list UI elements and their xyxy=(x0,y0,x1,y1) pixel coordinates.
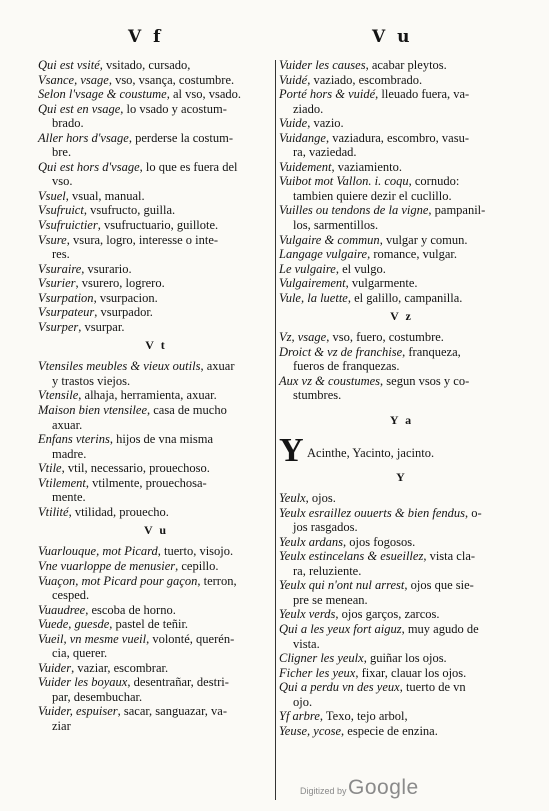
dictionary-entry xyxy=(279,247,524,262)
entry-headword: Vuibot mot Vallon. i. coqu xyxy=(279,174,409,189)
entry-translation: , vsurero, logrero. xyxy=(75,276,165,291)
entry-translation: , franqueza, xyxy=(402,344,461,359)
dictionary-entry xyxy=(38,320,274,335)
entry-continuation: res. xyxy=(52,247,70,262)
entry-continuation: ra, reluziente. xyxy=(293,563,362,578)
dictionary-entry xyxy=(279,233,524,248)
entry-headword: Ficher les yeux xyxy=(279,665,356,680)
dictionary-entry xyxy=(38,189,274,204)
entry-translation: , vulgarmente. xyxy=(345,276,418,291)
entry-translation: , al vso, vsado. xyxy=(166,87,241,102)
entry-headword: Maison bien vtensilee xyxy=(38,403,147,418)
entry-translation: , Yacinto, jacinto. xyxy=(346,446,435,461)
entry-translation: , pastel de teñir. xyxy=(109,617,189,632)
entry-translation: , especie de enzina. xyxy=(341,723,438,738)
entry-translation: , vsura, logro, interesse o inte- xyxy=(66,232,219,247)
entry-translation: , volonté, querén- xyxy=(146,631,235,646)
entry-translation: , vsurpar. xyxy=(78,319,125,334)
dictionary-entry xyxy=(279,174,524,203)
dictionary-entry xyxy=(279,506,524,535)
dictionary-entry xyxy=(279,73,524,88)
entry-continuation: cia, querer. xyxy=(52,646,108,661)
entry-translation: , vtilidad, prouecho. xyxy=(68,504,169,519)
entry-continuation: jos rasgados. xyxy=(293,520,358,535)
entry-continuation: vista. xyxy=(293,636,320,651)
dictionary-entry xyxy=(38,291,274,306)
dictionary-entry xyxy=(38,359,274,388)
entry-headword: Porté hors & vuidé xyxy=(279,87,376,102)
entry-headword: Vuaudree xyxy=(38,602,86,617)
entry-headword: Vuidé xyxy=(279,72,308,87)
entry-headword: Yeulx xyxy=(279,491,306,506)
entry-translation: , vsitado, cursado, xyxy=(99,58,191,72)
entry-headword: Langage vulgaire xyxy=(279,247,368,262)
dictionary-entry xyxy=(38,661,274,676)
entry-continuation: ziar xyxy=(52,718,71,733)
entry-continuation: ra, vaziedad. xyxy=(293,145,357,160)
entry-translation: , escoba de horno. xyxy=(85,602,176,617)
dictionary-entry xyxy=(38,102,274,131)
entry-translation: , alhaja, herramienta, axuar. xyxy=(78,388,217,403)
entry-headword: Aux vz & coustumes xyxy=(279,373,381,388)
entry-headword: Yeulx esraillez ouuerts & bien fendus xyxy=(279,505,465,520)
dictionary-entry xyxy=(38,544,274,559)
entry-translation: , ojos garços, zarcos. xyxy=(335,607,440,622)
entry-translation: , sacar, sanguazar, va- xyxy=(117,704,227,719)
entry-headword: Yeulx ardans xyxy=(279,534,344,549)
dictionary-entry xyxy=(38,160,274,189)
entry-headword: Vtensiles meubles & vieux outils xyxy=(38,359,201,374)
dictionary-entry xyxy=(279,116,524,131)
dictionary-entry xyxy=(38,276,274,291)
dictionary-entry xyxy=(279,724,524,739)
entry-headword: Vne vuarloppe de menusier xyxy=(38,558,176,573)
dictionary-entry xyxy=(279,680,524,709)
entry-translation: , el vulgo. xyxy=(335,261,386,276)
entry-headword: Qui est en vsage xyxy=(38,101,121,116)
entry-translation: , vsual, manual. xyxy=(65,188,145,203)
entry-translation: , vista cla- xyxy=(423,549,476,564)
entry-translation: , vaziar, escombrar. xyxy=(71,660,169,675)
entry-headword: Vueil, vn mesme vueil xyxy=(38,631,147,646)
dictionary-entry xyxy=(38,675,274,704)
section-heading: V u xyxy=(143,523,169,538)
dictionary-entry xyxy=(38,131,274,160)
entry-headword: Vuider les boyaux xyxy=(38,675,128,690)
entry-headword: Vuede, guesde xyxy=(38,617,110,632)
entry-headword: Vtile xyxy=(38,461,62,476)
entry-headword: Vuide xyxy=(279,116,308,131)
dropcap-letter: Y xyxy=(279,432,304,470)
section-heading: V z xyxy=(390,309,413,324)
entry-headword: Vtensile xyxy=(38,388,79,403)
dictionary-entry xyxy=(38,305,274,320)
entry-headword: Selon l'vsage & coustume xyxy=(38,87,167,102)
entry-headword: Vtilement xyxy=(38,475,86,490)
entry-translation: , Texo, tejo arbol, xyxy=(319,709,408,724)
dictionary-entry xyxy=(38,505,274,520)
entry-headword: Vulgairement xyxy=(279,276,346,291)
dictionary-entry xyxy=(279,330,524,345)
dictionary-entry xyxy=(279,291,524,306)
entry-translation: , lleuado fuera, va- xyxy=(375,87,470,102)
entry-translation: , vaziadura, escombro, vasu- xyxy=(325,130,469,145)
watermark-logo-text: Google xyxy=(348,776,419,799)
dictionary-entry xyxy=(279,160,524,175)
dictionary-entry xyxy=(279,535,524,550)
entry-translation: , guiñar los ojos. xyxy=(363,651,447,666)
dictionary-entry xyxy=(279,491,524,506)
entry-continuation: axuar. xyxy=(52,417,83,432)
dictionary-entry xyxy=(38,704,274,733)
dictionary-entry xyxy=(38,87,274,102)
entry-continuation: ziado. xyxy=(293,101,324,116)
google-watermark xyxy=(300,776,515,806)
entry-headword: Vuidange xyxy=(279,130,326,145)
entry-translation: , el galillo, campanilla. xyxy=(347,290,463,305)
dictionary-entry xyxy=(38,73,274,88)
entry-translation: , fixar, clauar los ojos. xyxy=(355,665,467,680)
dictionary-entry xyxy=(38,388,274,403)
dictionary-entry xyxy=(38,262,274,277)
entry-continuation: par, desembuchar. xyxy=(52,689,143,704)
entry-headword: Vuidement xyxy=(279,159,332,174)
dictionary-entry xyxy=(279,87,524,116)
entry-translation: , desentrañar, destri- xyxy=(127,675,229,690)
entry-translation: , vso, fuero, costumbre. xyxy=(326,330,444,345)
dictionary-entry xyxy=(38,617,274,632)
dictionary-entry xyxy=(279,709,524,724)
entry-headword: Yeulx estincelans & esueillez xyxy=(279,549,424,564)
entry-translation: , romance, vulgar. xyxy=(367,247,457,262)
dictionary-entry xyxy=(38,218,274,233)
entry-headword: Le vulgaire xyxy=(279,261,336,276)
entry-continuation: stumbres. xyxy=(293,388,342,403)
entry-text xyxy=(307,446,434,461)
dictionary-entry xyxy=(279,651,524,666)
entry-headword: Qui est hors d'vsage xyxy=(38,159,140,174)
entry-headword: Yeulx qui n'ont nul arrest xyxy=(279,578,405,593)
entry-translation: , terron, xyxy=(197,573,237,588)
entry-headword: Vuarlouque, mot Picard xyxy=(38,544,158,559)
right-column xyxy=(279,58,524,738)
entry-translation: , acabar pleytos. xyxy=(365,58,447,72)
dictionary-entry xyxy=(38,58,274,73)
entry-translation: , cornudo: xyxy=(408,174,460,189)
entry-headword: Vsufruictier xyxy=(38,218,98,233)
entry-headword: Vtilité xyxy=(38,504,69,519)
dictionary-entry xyxy=(38,574,274,603)
entry-continuation: mente. xyxy=(52,490,86,505)
entry-translation: , vaziado, escombrado. xyxy=(307,72,423,87)
entry-headword: Cligner les yeulx xyxy=(279,651,364,666)
entry-headword: Vuider xyxy=(38,660,72,675)
dictionary-entry xyxy=(279,622,524,651)
entry-translation: , vsufructo, guilla. xyxy=(83,203,176,218)
dropcap-entry xyxy=(279,432,524,470)
entry-translation: , segun vsos y co- xyxy=(380,373,470,388)
entry-headword: Acinthe xyxy=(307,446,347,461)
entry-translation: , lo vsado y acostum- xyxy=(120,101,227,116)
section-heading: V t xyxy=(145,338,167,353)
dictionary-entry xyxy=(38,461,274,476)
entry-headword: Vuider, espuiser xyxy=(38,704,118,719)
entry-headword: Vsance, vsage xyxy=(38,72,109,87)
dictionary-entry xyxy=(38,432,274,461)
dictionary-entry xyxy=(38,559,274,574)
entry-continuation: cesped. xyxy=(52,588,90,603)
entry-translation: , ojos fogosos. xyxy=(343,534,416,549)
entry-continuation: tambien quiere dezir el cuclillo. xyxy=(293,188,452,203)
dictionary-entry xyxy=(279,131,524,160)
entry-translation: , vulgar y comun. xyxy=(379,232,468,247)
column-rule xyxy=(275,60,276,800)
entry-headword: Qui est vsité xyxy=(38,58,100,72)
watermark-small-text: Digitized by xyxy=(300,786,347,796)
running-head-left: V f xyxy=(128,27,164,47)
entry-translation: , lo que es fuera del xyxy=(139,159,238,174)
entry-headword: Vz, vsage xyxy=(279,330,327,345)
entry-headword: Vsure xyxy=(38,232,67,247)
entry-headword: Vsuel xyxy=(38,188,66,203)
entry-translation: , hijos de vna misma xyxy=(109,432,213,447)
entry-headword: Vsurier xyxy=(38,276,76,291)
dictionary-entry xyxy=(38,476,274,505)
entry-continuation: los, sarmentillos. xyxy=(293,218,379,233)
entry-headword: Vuaçon, mot Picard pour gaçon xyxy=(38,573,198,588)
dictionary-entry xyxy=(279,58,524,73)
entry-translation: , vsufructuario, guillote. xyxy=(97,218,219,233)
entry-translation: , vsurpador. xyxy=(94,305,153,320)
dictionary-entry xyxy=(38,203,274,218)
entry-headword: Vuilles ou tendons de la vigne xyxy=(279,203,429,218)
entry-translation: , tuerto, visojo. xyxy=(157,544,234,559)
entry-translation: , ojos. xyxy=(305,491,336,506)
entry-translation: , vtilmente, prouechosa- xyxy=(85,475,207,490)
entry-headword: Vsufruict xyxy=(38,203,84,218)
dictionary-entry xyxy=(279,607,524,622)
entry-continuation: vso. xyxy=(52,174,73,189)
entry-headword: Vsurper xyxy=(38,319,79,334)
entry-translation: , vsurario. xyxy=(81,261,132,276)
entry-translation: , muy agudo de xyxy=(401,621,479,636)
entry-continuation: fueros de franquezas. xyxy=(293,359,400,374)
entry-headword: Yf arbre xyxy=(279,709,320,724)
dictionary-entry xyxy=(38,403,274,432)
entry-translation: , vtil, necessario, prouechoso. xyxy=(61,461,210,476)
entry-continuation: bre. xyxy=(52,145,72,160)
entry-headword: Vule, la luette xyxy=(279,290,348,305)
entry-headword: Enfans vterins xyxy=(38,432,110,447)
dictionary-entry xyxy=(279,549,524,578)
section-heading: Y a xyxy=(389,413,414,428)
entry-headword: Qui a les yeux fort aiguz xyxy=(279,621,402,636)
entry-continuation: ojo. xyxy=(293,694,313,709)
entry-translation: , vso, vsança, costumbre. xyxy=(108,72,235,87)
entry-headword: Vuider les causes xyxy=(279,58,366,72)
entry-continuation: y trastos viejos. xyxy=(52,373,131,388)
running-head-right: V u xyxy=(372,27,413,47)
entry-translation: , o- xyxy=(465,505,482,520)
dictionary-entry xyxy=(38,632,274,661)
entry-translation: , casa de mucho xyxy=(147,403,227,418)
dictionary-entry xyxy=(279,203,524,232)
left-column xyxy=(38,58,274,734)
entry-headword: Vsuraire xyxy=(38,261,82,276)
entry-continuation: pre se menean. xyxy=(293,592,368,607)
dictionary-entry xyxy=(38,603,274,618)
entry-translation: , perderse la costum- xyxy=(128,130,233,145)
dictionary-entry xyxy=(279,578,524,607)
entry-headword: Vsurpateur xyxy=(38,305,95,320)
section-heading: Y xyxy=(396,470,407,485)
entry-translation: , vaziamiento. xyxy=(331,159,402,174)
entry-headword: Yeulx verds xyxy=(279,607,336,622)
entry-translation: , ojos que sie- xyxy=(404,578,474,593)
dictionary-entry xyxy=(279,666,524,681)
entry-headword: Yeuse, ycose xyxy=(279,723,342,738)
entry-headword: Vsurpation xyxy=(38,290,94,305)
entry-translation: , vsurpacion. xyxy=(93,290,158,305)
entry-translation: , cepillo. xyxy=(175,558,219,573)
entry-continuation: brado. xyxy=(52,116,84,131)
dictionary-entry xyxy=(279,276,524,291)
entry-translation: , vazio. xyxy=(307,116,344,131)
entry-headword: Qui a perdu vn des yeux xyxy=(279,680,400,695)
entry-headword: Aller hors d'vsage xyxy=(38,130,129,145)
entry-translation: , pampanil- xyxy=(428,203,486,218)
entry-headword: Vulgaire & commun xyxy=(279,232,380,247)
dictionary-entry xyxy=(279,374,524,403)
dictionary-entry xyxy=(279,345,524,374)
entry-headword: Droict & vz de franchise xyxy=(279,344,403,359)
dictionary-entry xyxy=(38,233,274,262)
entry-continuation: madre. xyxy=(52,446,87,461)
entry-translation: , axuar xyxy=(200,359,235,374)
dictionary-entry xyxy=(279,262,524,277)
entry-translation: , tuerto de vn xyxy=(399,680,466,695)
